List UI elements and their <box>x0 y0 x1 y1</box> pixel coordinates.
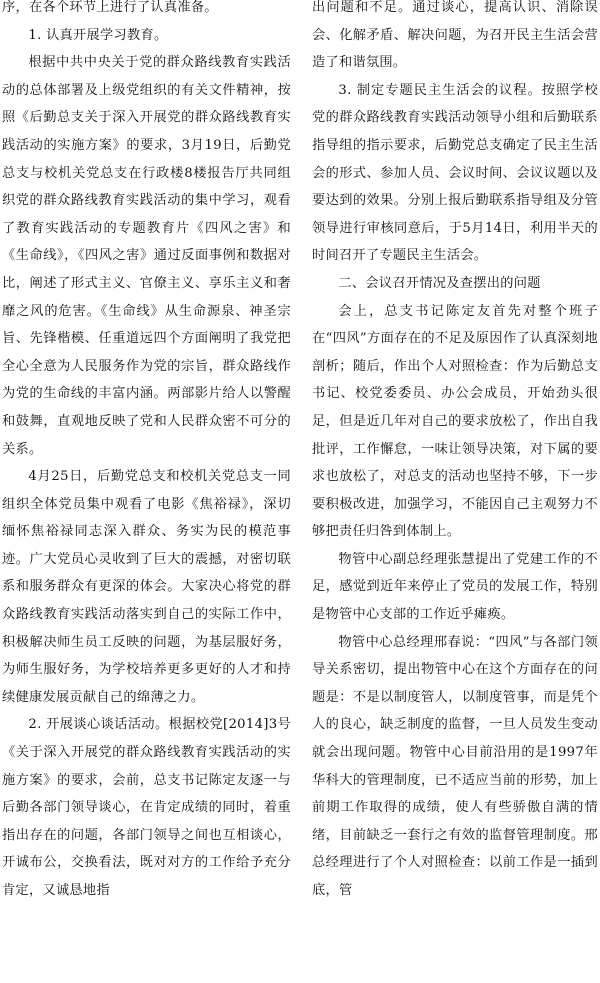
section-heading-meeting-results: 二、会议召开情况及查摆出的问题 <box>338 275 541 291</box>
paragraph-study-session: 根据中共中央关于党的群众路线教育实践活动的总体部署及上级党组织的有关文件精神，按照《后勤总支关于深入开展党的群众路线教育实践活动的实施方案》的要求，3月19日，后勤党总支与校机关党总支在行政楼8楼报告厅共同组织党的群众路线教育实践活动的集中学习，观看了教育实践活动的专题教育片《四风之害》和《生命线》，《四风之害》通过反面事例和数据对比，阐述了形式主义、官僚主义、享乐主义和奢靡之风的危害。《生命线》从生命源泉、神圣宗旨、先锋楷模、任重道远四个方面阐明了我党把全心全意为人民服务作为党的宗旨，群众路线作为党的生命线的丰富内涵。两部影片给人以警醒和鼓舞，直观地反映了党和人民群众密不可分的关系。 <box>2 55 291 457</box>
paragraph-general-manager-remarks: 物管中心总经理邢春说：“四风”与各部门领导关系密切，提出物管中心在这个方面存在的问题是：不是以制度管人，以制度管事，而是凭个人的良心，缺乏制度的监督，一旦人员发生变动就会出现问题。物管中心目前沿用的是1997年华科大的管理制度，已不适应当前的形势，加上前期工作取得的成绩，使人有些骄傲自满的情绪，目前缺乏一套行之有效的监督管理制度。邢总经理进行了个人对照检查：以前工作是一插到底，管 <box>312 634 598 898</box>
section-heading-study-education: 1. 认真开展学习教育。 <box>28 27 168 43</box>
paragraph-film-viewing: 4月25日，后勤党总支和校机关党总支一同组织全体党员集中观看了电影《焦裕禄》，深切缅怀焦裕禄同志深入群众、务实为民的模范事迹。广大党员心灵收到了巨大的震撼，对密切联系和服务群众有更深的体会。大家决心将党的群众路线教育实践活动落实到自己的实际工作中，积极解决师生员工反映的问题，为基层服好务，为师生服好务，为学校培养更多更好的人才和持续健康发展贡献自己的绵薄之力。 <box>2 469 291 705</box>
paragraph-continuation: 序，在各个环节上进行了认真准备。 <box>2 0 218 15</box>
paragraph-secretary-analysis: 会上，总支书记陈定友首先对整个班子在“四风”方面存在的不足及原因作了认真深刻地剖析；随后，作出个人对照检查：作为后勤总支书记、校党委委员、办公会成员，开始劲头很足，但是近几年对自己的要求放松了，作出自我批评，工作懈怠，一味让领导决策，对下属的要求也放松了，对总支的活动也坚持不够，下一步要积极改进，加强学习，不能因自己主观努力不够把责任归咎到体制上。 <box>312 303 598 540</box>
paragraph-meeting-agenda: 3. 制定专题民主生活会的议程。按照学校党的群众路线教育实践活动领导小组和后勤联系指导组的指示要求，后勤党总支确定了民主生活会的形式、参加人员、会议时间、会议议题以及要达到的效果。分别上报后勤联系指导组及分管领导进行审核同意后，于5月14日，利用半天的时间召开了专题民主生活会。 <box>312 82 598 264</box>
paragraph-continuation-right: 出问题和不足。通过谈心，提高认识、消除误会、化解矛盾、解决问题，为召开民主生活会营造了和谐氛围。 <box>312 0 598 71</box>
left-text-column <box>2 0 291 905</box>
paragraph-heart-to-heart-talks: 2. 开展谈心谈话活动。根据校党[2014]3号《关于深入开展党的群众路线教育实践活动的实施方案》的要求，会前，总支书记陈定友逐一与后勤各部门领导谈心，在肯定成绩的同时，着重指出存在的问题，各部门领导之间也互相谈心，开诚布公，交换看法，既对对方的工作给予充分肯定，又诚恳地指 <box>2 717 291 898</box>
paragraph-deputy-manager-remarks: 物管中心副总经理张慧提出了党建工作的不足，感觉到近年来停止了党员的发展工作，特别是物管中心支部的工作近乎瘫痪。 <box>312 551 598 623</box>
right-text-column <box>312 0 598 905</box>
